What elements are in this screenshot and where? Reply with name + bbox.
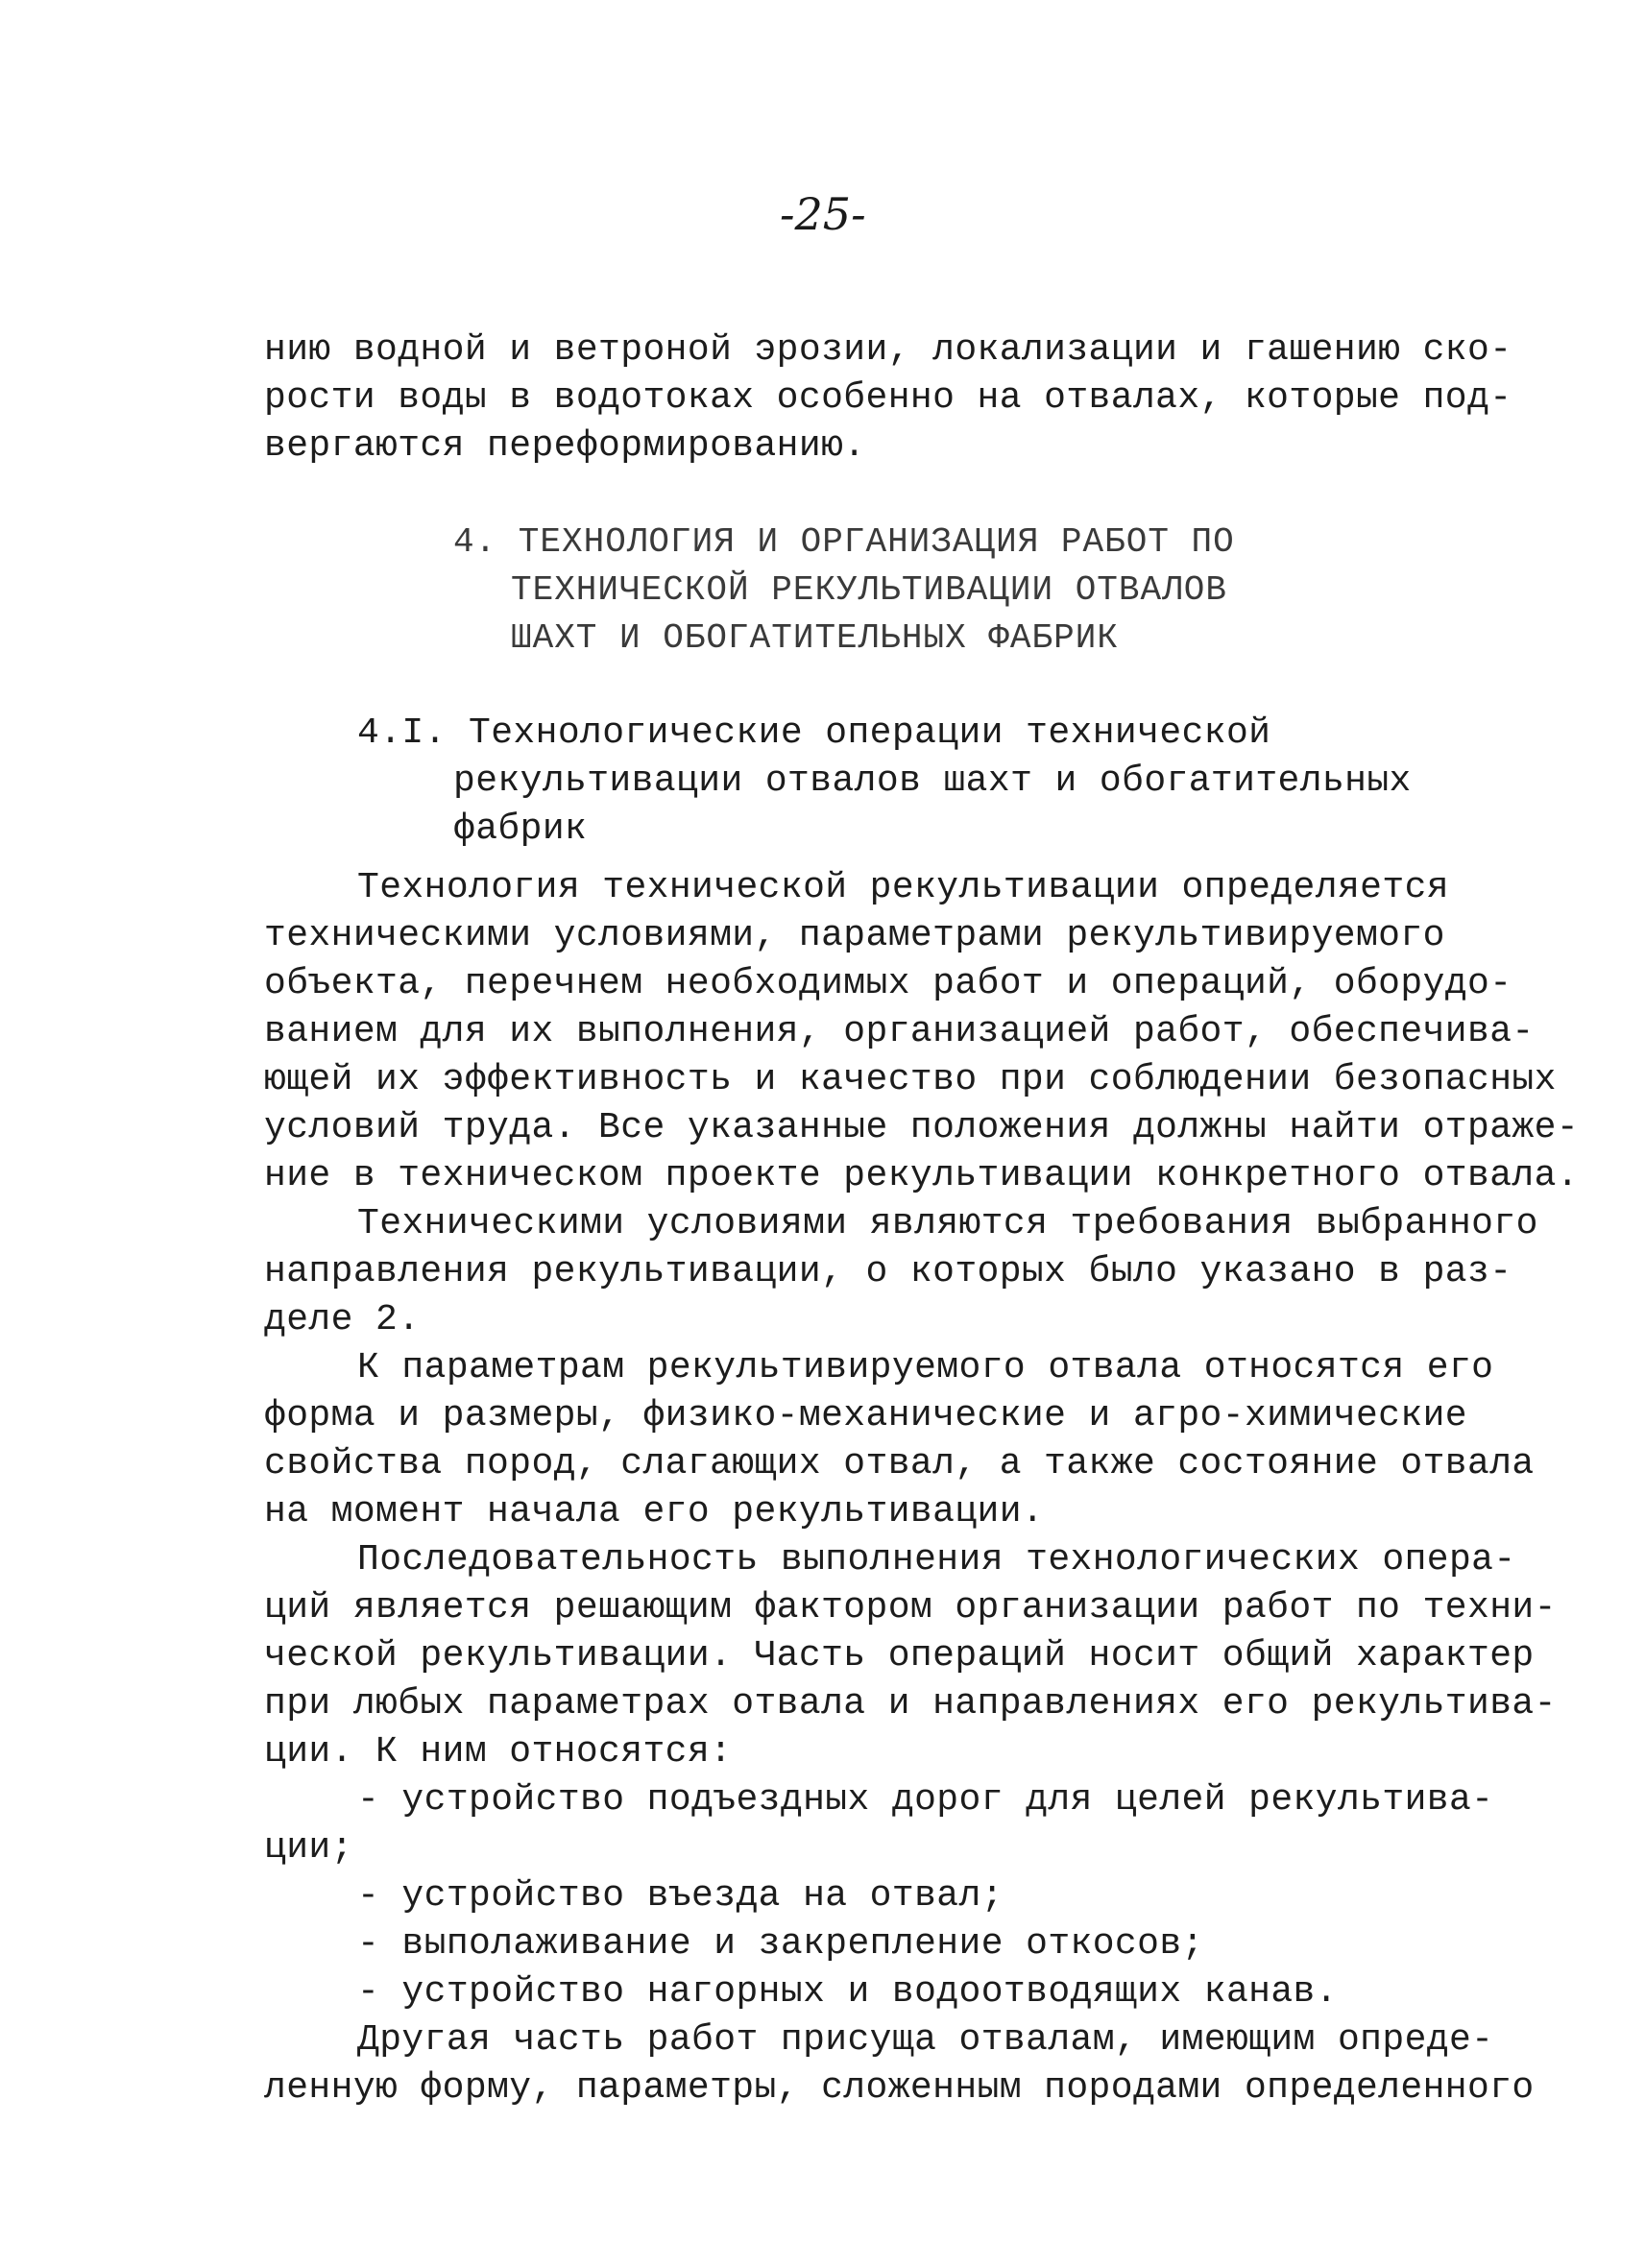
p4-line-5: ции. К ним относятся: <box>264 1731 733 1773</box>
p4-line-4: при любых параметрах отвала и направлениях его рекультива- <box>264 1683 1557 1725</box>
p1-line-3: объекта, перечнем необходимых работ и операций, оборудо- <box>264 963 1512 1004</box>
p1-line-5: ющей их эффективность и качество при соблюдении безопасных <box>264 1059 1557 1100</box>
p4-line-1: Последовательность выполнения технологических опера- <box>357 1539 1516 1580</box>
section-heading-line-1: 4. ТЕХНОЛОГИЯ И ОРГАНИЗАЦИЯ РАБОТ ПО <box>453 522 1235 562</box>
intro-line-3: вергаются переформированию. <box>264 425 866 467</box>
p1-line-4: ванием для их выполнения, организацией работ, обеспечива- <box>264 1011 1535 1052</box>
list-item-1: - устройство подъездных дорог для целей рекультива- <box>357 1779 1494 1821</box>
intro-line-1: нию водной и ветроной эрозии, локализации и гашению ско- <box>264 329 1512 371</box>
subsection-heading-line-1: 4.I. Технологические операции технической <box>357 712 1271 754</box>
p2-line-1: Техническими условиями являются требования выбранного <box>357 1203 1538 1244</box>
section-heading-line-3: ШАХТ И ОБОГАТИТЕЛЬНЫХ ФАБРИК <box>511 618 1119 658</box>
p3-line-4: на момент начала его рекультивации. <box>264 1491 1045 1532</box>
intro-line-2: рости воды в водотоках особенно на отвалах, которые под- <box>264 377 1512 419</box>
p2-line-3: деле 2. <box>264 1299 421 1340</box>
p1-line-6: условий труда. Все указанные положения должны найти отраже- <box>264 1107 1580 1148</box>
subsection-heading-line-3: фабрик <box>453 808 588 850</box>
subsection-heading-line-2: рекультивации отвалов шахт и обогатительных <box>453 760 1412 802</box>
p4-line-2: ций является решающим фактором организации работ по техни- <box>264 1587 1557 1629</box>
p1-line-2: техническими условиями, параметрами рекультивируемого <box>264 915 1445 956</box>
p1-line-7: ние в техническом проекте рекультивации конкретного отвала. <box>264 1155 1580 1196</box>
section-heading-line-2: ТЕХНИЧЕСКОЙ РЕКУЛЬТИВАЦИИ ОТВАЛОВ <box>511 570 1227 610</box>
p1-line-1: Технология технической рекультивации определяется <box>357 867 1449 908</box>
p4-line-3: ческой рекультивации. Часть операций носит общий характер <box>264 1635 1535 1677</box>
p5-line-2: ленную форму, параметры, сложенным породами определенного <box>264 2067 1535 2109</box>
list-item-4: - устройство нагорных и водоотводящих канав. <box>357 1971 1338 2013</box>
p3-line-1: К параметрам рекультивируемого отвала относятся его <box>357 1347 1494 1388</box>
p5-line-1: Другая часть работ присуща отвалам, имеющим опреде- <box>357 2019 1494 2061</box>
p3-line-3: свойства пород, слагающих отвал, а также состояние отвала <box>264 1443 1535 1484</box>
p2-line-2: направления рекультивации, о которых было указано в раз- <box>264 1251 1512 1292</box>
page-number: -25- <box>780 188 866 240</box>
list-item-3: - выполаживание и закрепление откосов; <box>357 1923 1204 1965</box>
p3-line-2: форма и размеры, физико-механические и агро-химические <box>264 1395 1467 1436</box>
list-item-2: - устройство въезда на отвал; <box>357 1875 1004 1917</box>
list-item-1-cont: ции; <box>264 1827 353 1869</box>
